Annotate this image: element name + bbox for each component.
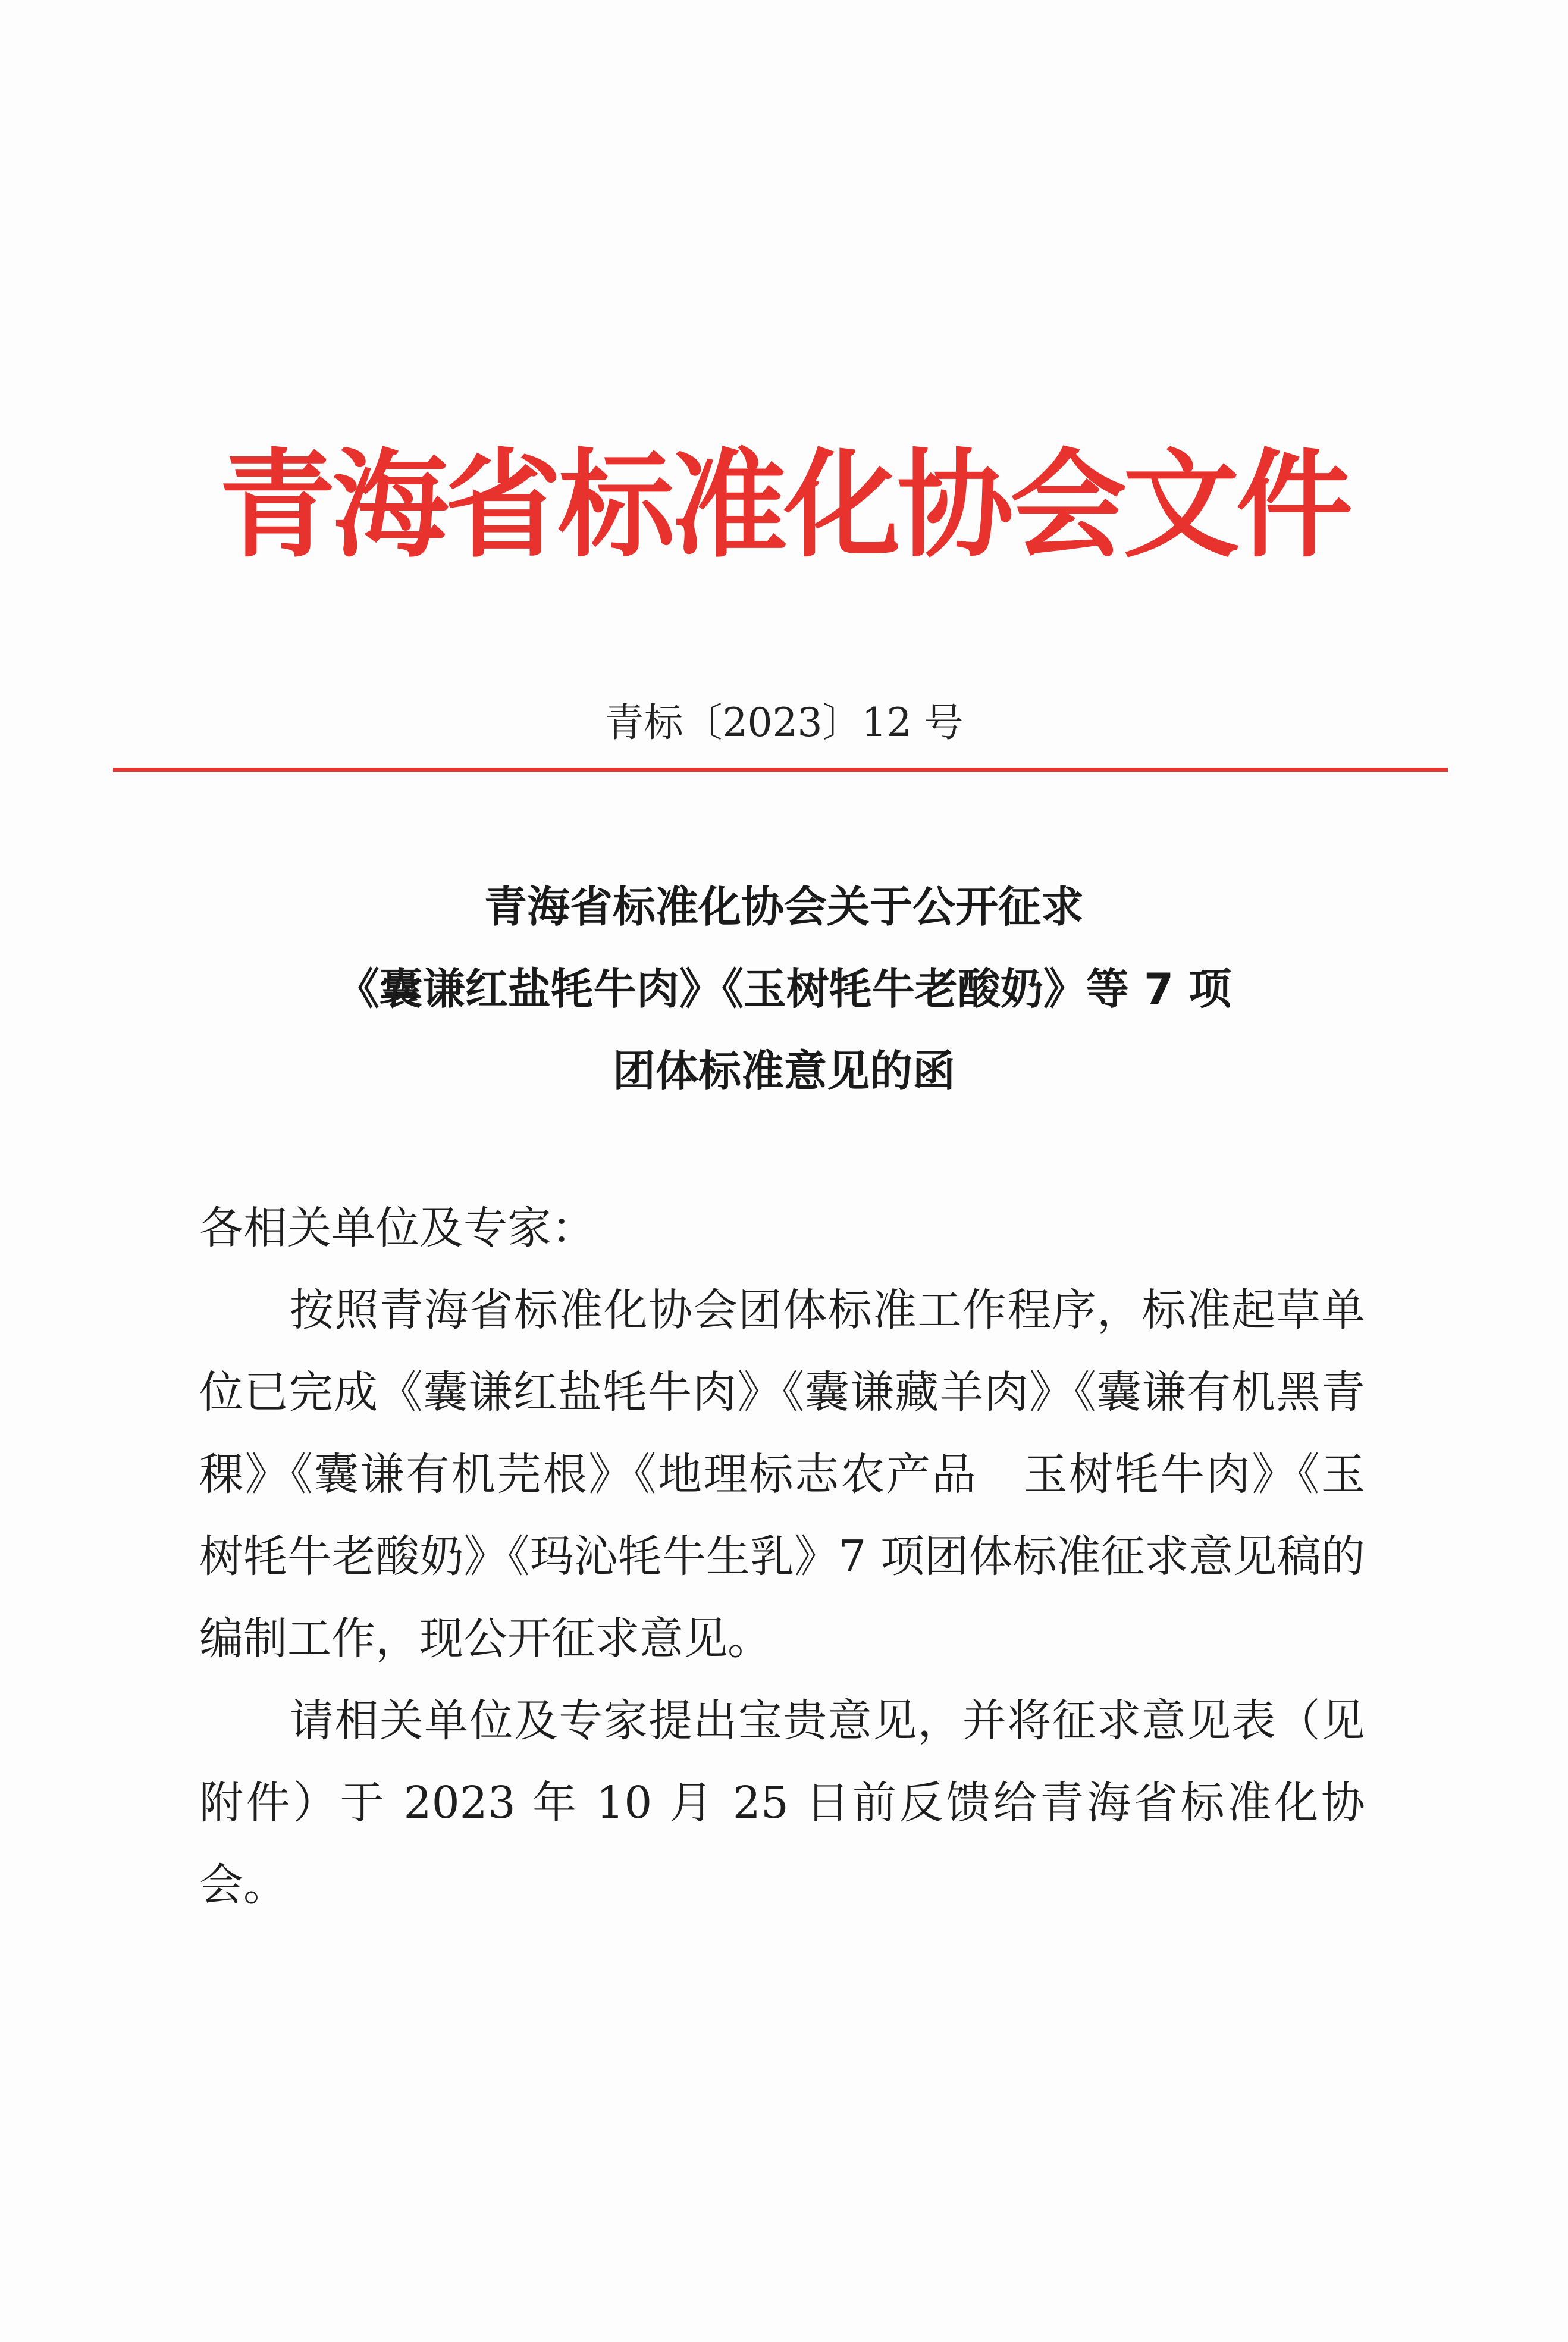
header-divider-line — [113, 768, 1448, 772]
body-paragraph-1: 按照青海省标准化协会团体标准工作程序，标准起草单位已完成《囊谦红盐牦牛肉》《囊谦藏羊肉》《囊谦有机黑青稞》《囊谦有机芫根》《地理标志农产品 玉树牦牛肉》《玉树牦牛老酸奶》《玛沁牦牛生乳》7 项团体标准征求意见稿的编制工作，现公开征求意见。 — [199, 1285, 1365, 1664]
salutation: 各相关单位及专家： — [199, 1203, 595, 1254]
subject-line-2: 《囊谦红盐牦牛肉》《玉树牦牛老酸奶》等 7 项 — [336, 964, 1232, 1014]
subject-line-3: 团体标准意见的函 — [612, 1046, 955, 1096]
document-subject — [0, 866, 1568, 1112]
subject-line-1: 青海省标准化协会关于公开征求 — [484, 882, 1084, 932]
issuing-organization-title: 青海省标准化协会文件 — [218, 438, 1349, 574]
document-number: 青标〔2023〕12 号 — [604, 700, 964, 746]
document-body — [199, 1187, 1365, 1926]
body-paragraph-2: 请相关单位及专家提出宝贵意见，并将征求意见表（见附件）于 2023 年 10 月 25 日前反馈给青海省标准化协会。 — [199, 1695, 1365, 1911]
